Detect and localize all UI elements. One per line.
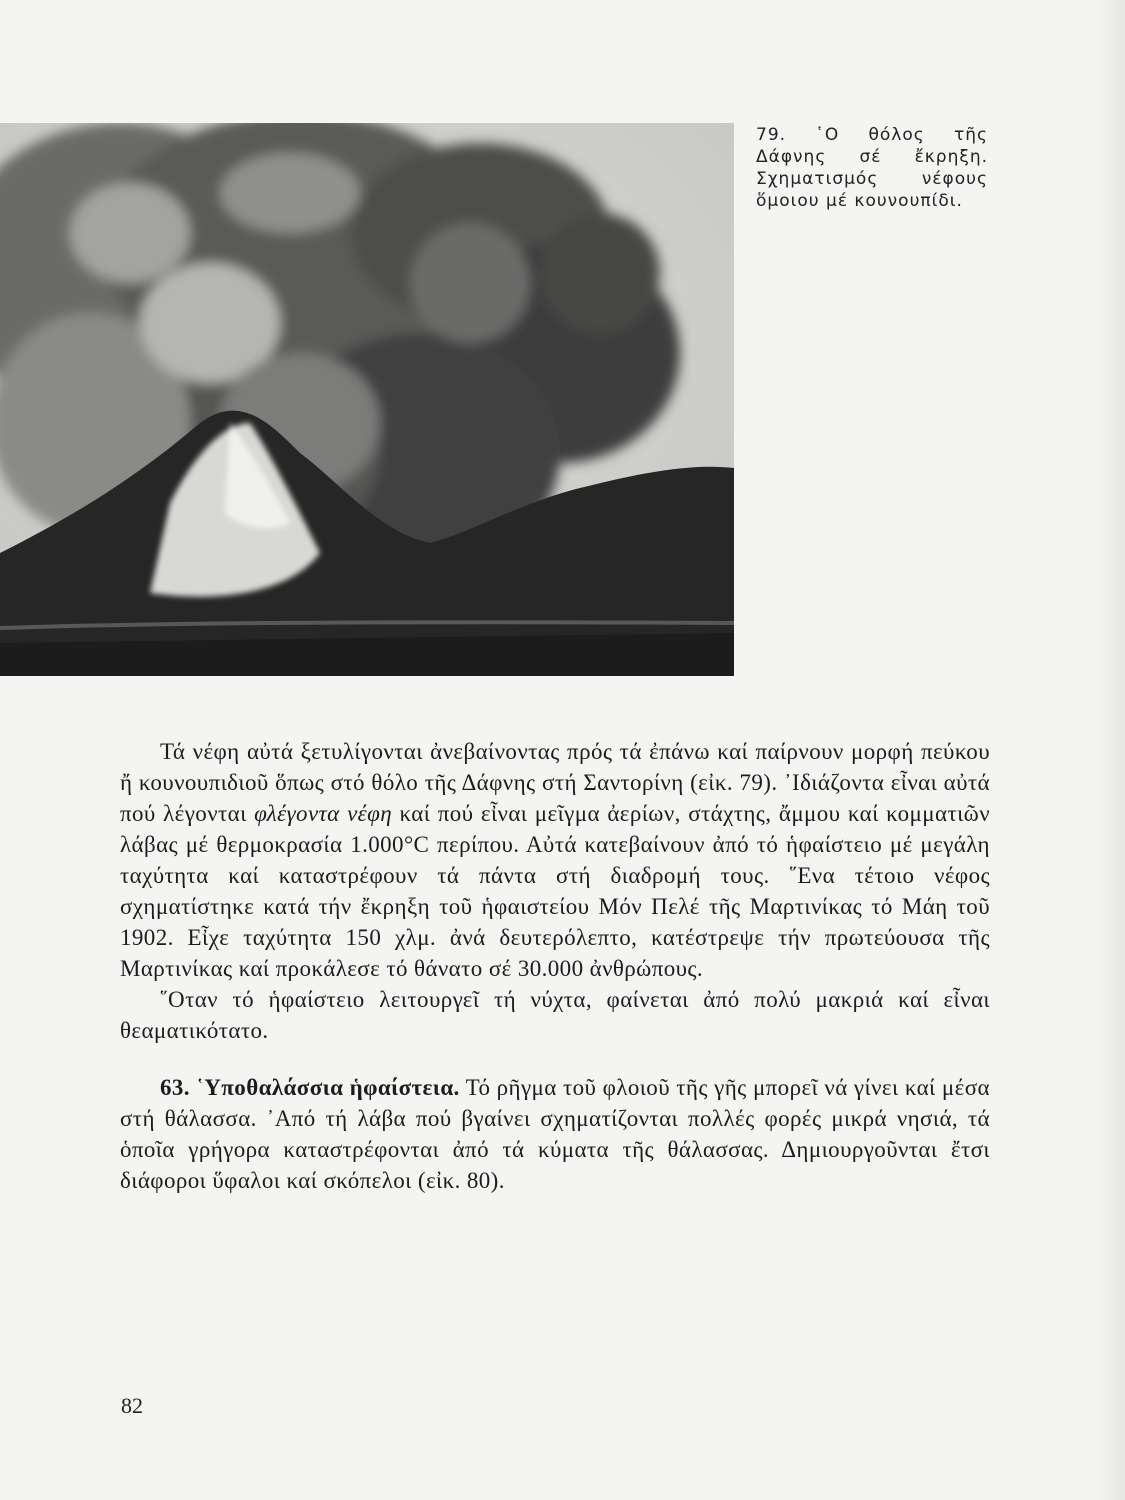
paragraph-1-emphasis: φλέγοντα νέφη xyxy=(254,801,393,826)
paragraph-2: ῞Οταν τό ἡφαίστειο λειτουργεῖ τή νύχτα, φαίνεται ἀπό πολύ μακριά καί εἶναι θεαματικότατο. xyxy=(120,987,990,1043)
paragraph-3 xyxy=(120,1072,990,1196)
volcano-eruption-photo xyxy=(0,123,734,676)
paragraph-1-text-a: Τά νέφη αὐτά ξετυλίγονται ἀνεβαίνοντας πρός τά ἐπάνω καί παίρνουν μορφή πεύκου ἤ κουνουπιδιοῦ ὅπως στό θόλο τῆς Δάφνης στή Σαντορίνη (εἰκ. 79). ᾽Ιδιάζοντα εἶναι αὐτά πού λέγονται xyxy=(120,739,990,826)
paragraph-1-text-b: καί πού εἶναι μεῖγμα ἀερίων, στάχτης, ἄμμου καί κομματιῶν λάβας μέ θερμοκρασία 1.000°C περίπου. Αὐτά κατεβαίνουν ἀπό τό ἡφαίστειο μέ μεγάλη ταχύτητα καί καταστρέφουν τά πάντα στή διαδρομή τους. ῞Ενα τέτοιο νέφος σχηματίστηκε κατά τήν ἔκρηξη τοῦ ἡφαιστείου Μόν Πελέ τῆς Μαρτινίκας τό Μάη τοῦ 1902. Εἶχε ταχύτητα 150 χλμ. ἀνά δευτερόλεπτο, κατέστρεψε τήν πρωτεύουσα τῆς Μαρτινίκας καί προκάλεσε τό θάνατο σέ 30.000 ἀνθρώπους. xyxy=(120,801,991,981)
eruption-illustration xyxy=(0,123,734,676)
figure-caption: 79. ῾Ο θόλος τῆς Δάφνης σέ ἔκρηξη. Σχηματισμός νέφους ὅμοιου μέ κουνουπίδι. xyxy=(756,125,988,211)
paragraph-3-text: Τό ρῆγμα τοῦ φλοιοῦ τῆς γῆς μπορεῖ νά γίνει καί μέσα στή θάλασσα. ᾽Από τή λάβα πού βγαίνει σχηματίζονται πολλές φορές μικρά νησιά, τά ὁποῖα γρήγορα καταστρέφονται ἀπό τά κύματα τῆς θάλασσας. Δημιουργοῦνται ἔτσι διάφοροι ὕφαλοι καί σκόπελοι (εἰκ. 80). xyxy=(120,1075,990,1193)
page-edge-shadow xyxy=(1095,0,1125,1500)
body-text xyxy=(120,736,990,1196)
page-number: 82 xyxy=(121,1393,143,1418)
paragraph-1 xyxy=(120,736,990,984)
section-heading: 63. ῾Υποθαλάσσια ἡφαίστεια. xyxy=(160,1075,460,1100)
